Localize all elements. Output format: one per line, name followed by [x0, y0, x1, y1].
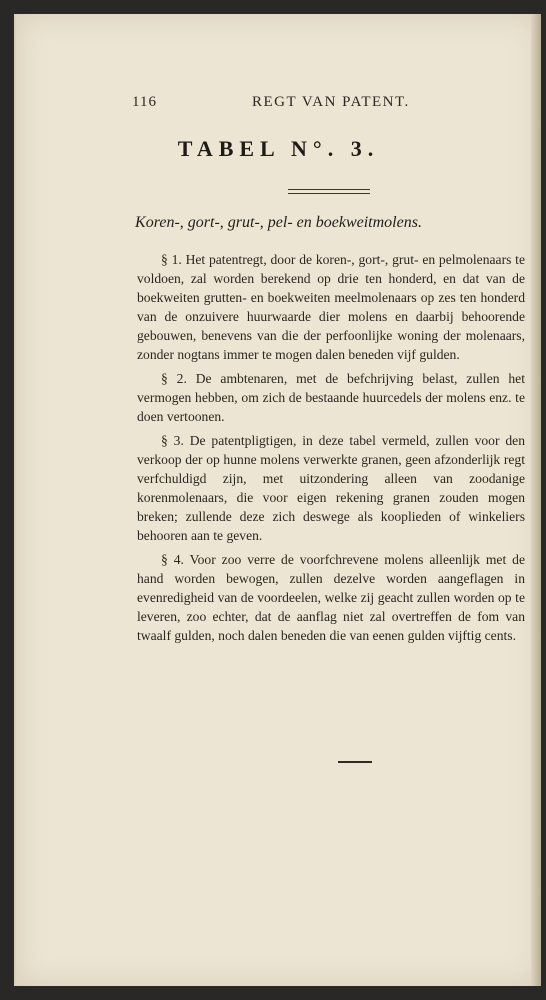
page-number: 116 [132, 94, 157, 110]
paragraph-1: § 1. Het patentregt, door de koren-, gort-, grut- en pelmolenaars te voldoen, zal worden berekend op drie ten honderd, en dat van de boekweiten grutten- en boekweiten meelmolenaars op zes ten honderd van de onzuivere huurwaarde dier molens en daarbij behoorende gebouwen, benevens van die der perfoonlijke woning der molenaars, zonder nogtans immer te mogen dalen beneden vijf gulden. [137, 252, 525, 362]
table-title: TABEL N°. 3. [177, 136, 380, 161]
title-divider [288, 189, 370, 194]
end-divider [338, 761, 372, 763]
running-head: REGT VAN PATENT. [252, 94, 410, 110]
body-text [137, 250, 525, 650]
section-subtitle: Koren-, gort-, grut-, pel- en boekweitmolens. [135, 214, 422, 231]
paragraph-3: § 3. De patentpligtigen, in deze tabel vermeld, zullen voor den verkoop der op hunne molens verwerkte granen, geen afzonderlijk regt verfchuldigd zijn, met uitzondering alleen van zoodanige korenmolenaars, die voor eigen rekening granen zouden mogen breken; zullende deze zich deswege als kooplieden of winkeliers behooren aan te geven. [137, 433, 525, 543]
book-page [14, 14, 541, 986]
paragraph-4: § 4. Voor zoo verre de voorfchrevene molens alleenlijk met de hand worden bewogen, zullen dezelve worden aangeflagen in evenredigheid van de voordeelen, welke zij geacht zullen worden op te leveren, zoo echter, dat de aanflag niet zal overtreffen de fom van twaalf gulden, noch dalen beneden die van eenen gulden vijftig cents. [137, 552, 525, 643]
paragraph-2: § 2. De ambtenaren, met de befchrijving belast, zullen het vermogen hebben, om zich de bestaande huurcedels der molens enz. te doen vertoonen. [137, 371, 525, 424]
